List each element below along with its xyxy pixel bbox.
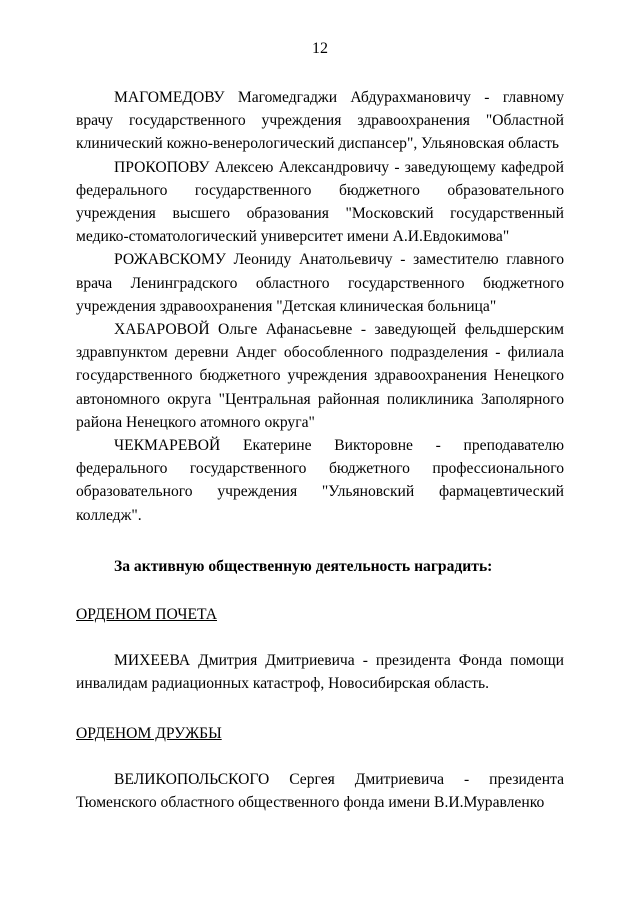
award-entry-rozhavsky: РОЖАВСКОМУ Леониду Анатольевичу - заместителю главного врача Ленинградского областного государственного бюджетного учреждения здравоохранения "Детская клиническая больница": [76, 251, 564, 315]
award-entry-chekmareva: ЧЕКМАРЕВОЙ Екатерине Викторовне - преподавателю федерального государственного бюджетного профессионального образовательного учреждения "Ульяновский фармацевтический колледж".: [76, 437, 564, 524]
document-body: [76, 86, 564, 814]
award-entry-velikopolsky: ВЕЛИКОПОЛЬСКОГО Сергея Дмитриевича - президента Тюменского областного общественного фонда имени В.И.Муравленко: [76, 770, 564, 812]
section-heading: За активную общественную деятельность наградить:: [114, 557, 493, 575]
award-entry-khabarova: ХАБАРОВОЙ Ольге Афанасьевне - заведующей фельдшерским здравпунктом деревни Андег обособленного подразделения - филиала государственного бюджетного учреждения здравоохранения Ненецкого автономного округа "Центральная районная поликлиника Заполярного района Ненецкого атомного округа": [76, 321, 564, 431]
award-entry-magomedov: МАГОМЕДОВУ Магомедгаджи Абдурахмановичу - главному врачу государственного учреждения здравоохранения "Областной клинический кожно-венерологический диспансер", Ульяновская область: [76, 89, 564, 153]
award-entry-mikheev: МИХЕЕВА Дмитрия Дмитриевича - президента Фонда помощи инвалидам радиационных катастроф, Новосибирская область.: [76, 652, 564, 693]
award-title-order-of-friendship: ОРДЕНОМ ДРУЖБЫ: [76, 724, 222, 742]
award-title-order-of-honor: ОРДЕНОМ ПОЧЕТА: [76, 606, 218, 624]
award-entry-prokopov: ПРОКОПОВУ Алексею Александровичу - заведующему кафедрой федерального государственного бюджетного образовательного учреждения высшего образования "Московский государственный медико-стоматологический университет имени А.И.Евдокимова": [76, 158, 564, 246]
page-number: 12: [312, 40, 328, 57]
